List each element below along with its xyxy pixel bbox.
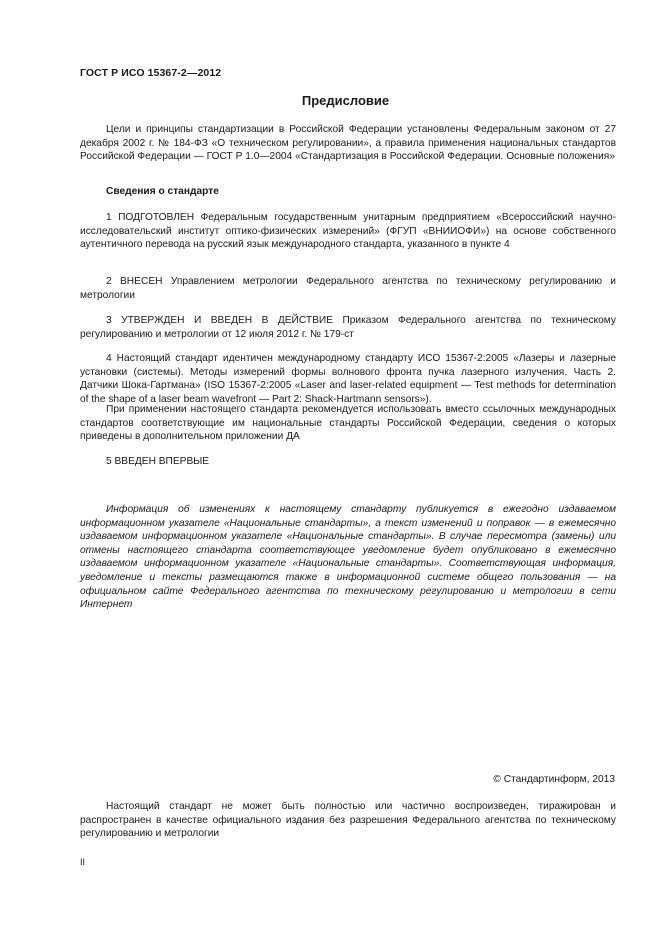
page-number: II: [80, 857, 86, 867]
item-5-paragraph: 5 ВВЕДЕН ВПЕРВЫЕ: [106, 456, 210, 467]
item-4-note-paragraph: При применении настоящего стандарта рекомендуется использовать вместо ссылочных международных стандартов соответствующие им национальные стандарты Российской Федерации, сведения о которых приведены в дополнительном приложении ДА: [80, 404, 616, 443]
item-1-paragraph: 1 ПОДГОТОВЛЕН Федеральным государственным унитарным предприятием «Всероссийский научно-исследовательский институт оптико-физических измерений» (ФГУП «ВНИИОФИ») на основе собственного аутентичного перевода на русский язык международного стандарта, указанного в пункте 4: [80, 212, 616, 251]
item-4-paragraph: 4 Настоящий стандарт идентичен международному стандарту ИСО 15367-2:2005 «Лазеры и лазерные установки (системы). Методы измерений формы волнового фронта пучка лазерного излучения. Часть 2. Датчики Шока-Гартмана» (ISO 15367-2:2005 «Laser and laser-related equipment — Test methods for determination of the shape of a laser beam wavefront — Part 2: Shack-Hartmann sensors»).: [80, 353, 616, 405]
changes-notice-paragraph: Информация об изменениях к настоящему стандарту публикуется в ежегодно издаваемом информационном указателе «Национальные стандарты», а текст изменений и поправок — в ежемесячно издаваемом информационном указателе «Национальные стандарты». В случае пересмотра (замены) или отмены настоящего стандарта соответствующее уведомление будет опубликовано в ежемесячно издаваемом информационном указателе «Национальные стандарты». Соответствующая информация, уведомление и тексты размещаются также в информационной системе общего пользования — на официальном сайте Федерального агентства по техническому регулированию и метрологии в сети Интернет: [80, 504, 616, 611]
intro-paragraph: Цели и принципы стандартизации в Российской Федерации установлены Федеральным законом от 27 декабря 2002 г. № 184-ФЗ «О техническом регулировании», а правила применения национальных стандартов Российской Федерации — ГОСТ Р 1.0—2004 «Стандартизация в Российской Федерации. Основные положения»: [80, 124, 616, 163]
page-title: Предисловие: [301, 93, 390, 108]
item-3-paragraph: 3 УТВЕРЖДЕН И ВВЕДЕН В ДЕЙСТВИЕ Приказом Федерального агентства по техническому регулированию и метрологии от 12 июля 2012 г. № 179-ст: [80, 315, 616, 340]
item-2-paragraph: 2 ВНЕСЕН Управлением метрологии Федерального агентства по техническому регулированию и метрологии: [80, 276, 616, 301]
document-code: ГОСТ Р ИСО 15367-2—2012: [80, 67, 222, 79]
copyright-notice: © Стандартинформ, 2013: [493, 774, 615, 785]
reproduction-notice-paragraph: Настоящий стандарт не может быть полностью или частично воспроизведен, тиражирован и распространен в качестве официального издания без разрешения Федерального агентства по техническому регулированию и метрологии: [80, 801, 616, 840]
standard-info-heading: Сведения о стандарте: [106, 186, 219, 197]
